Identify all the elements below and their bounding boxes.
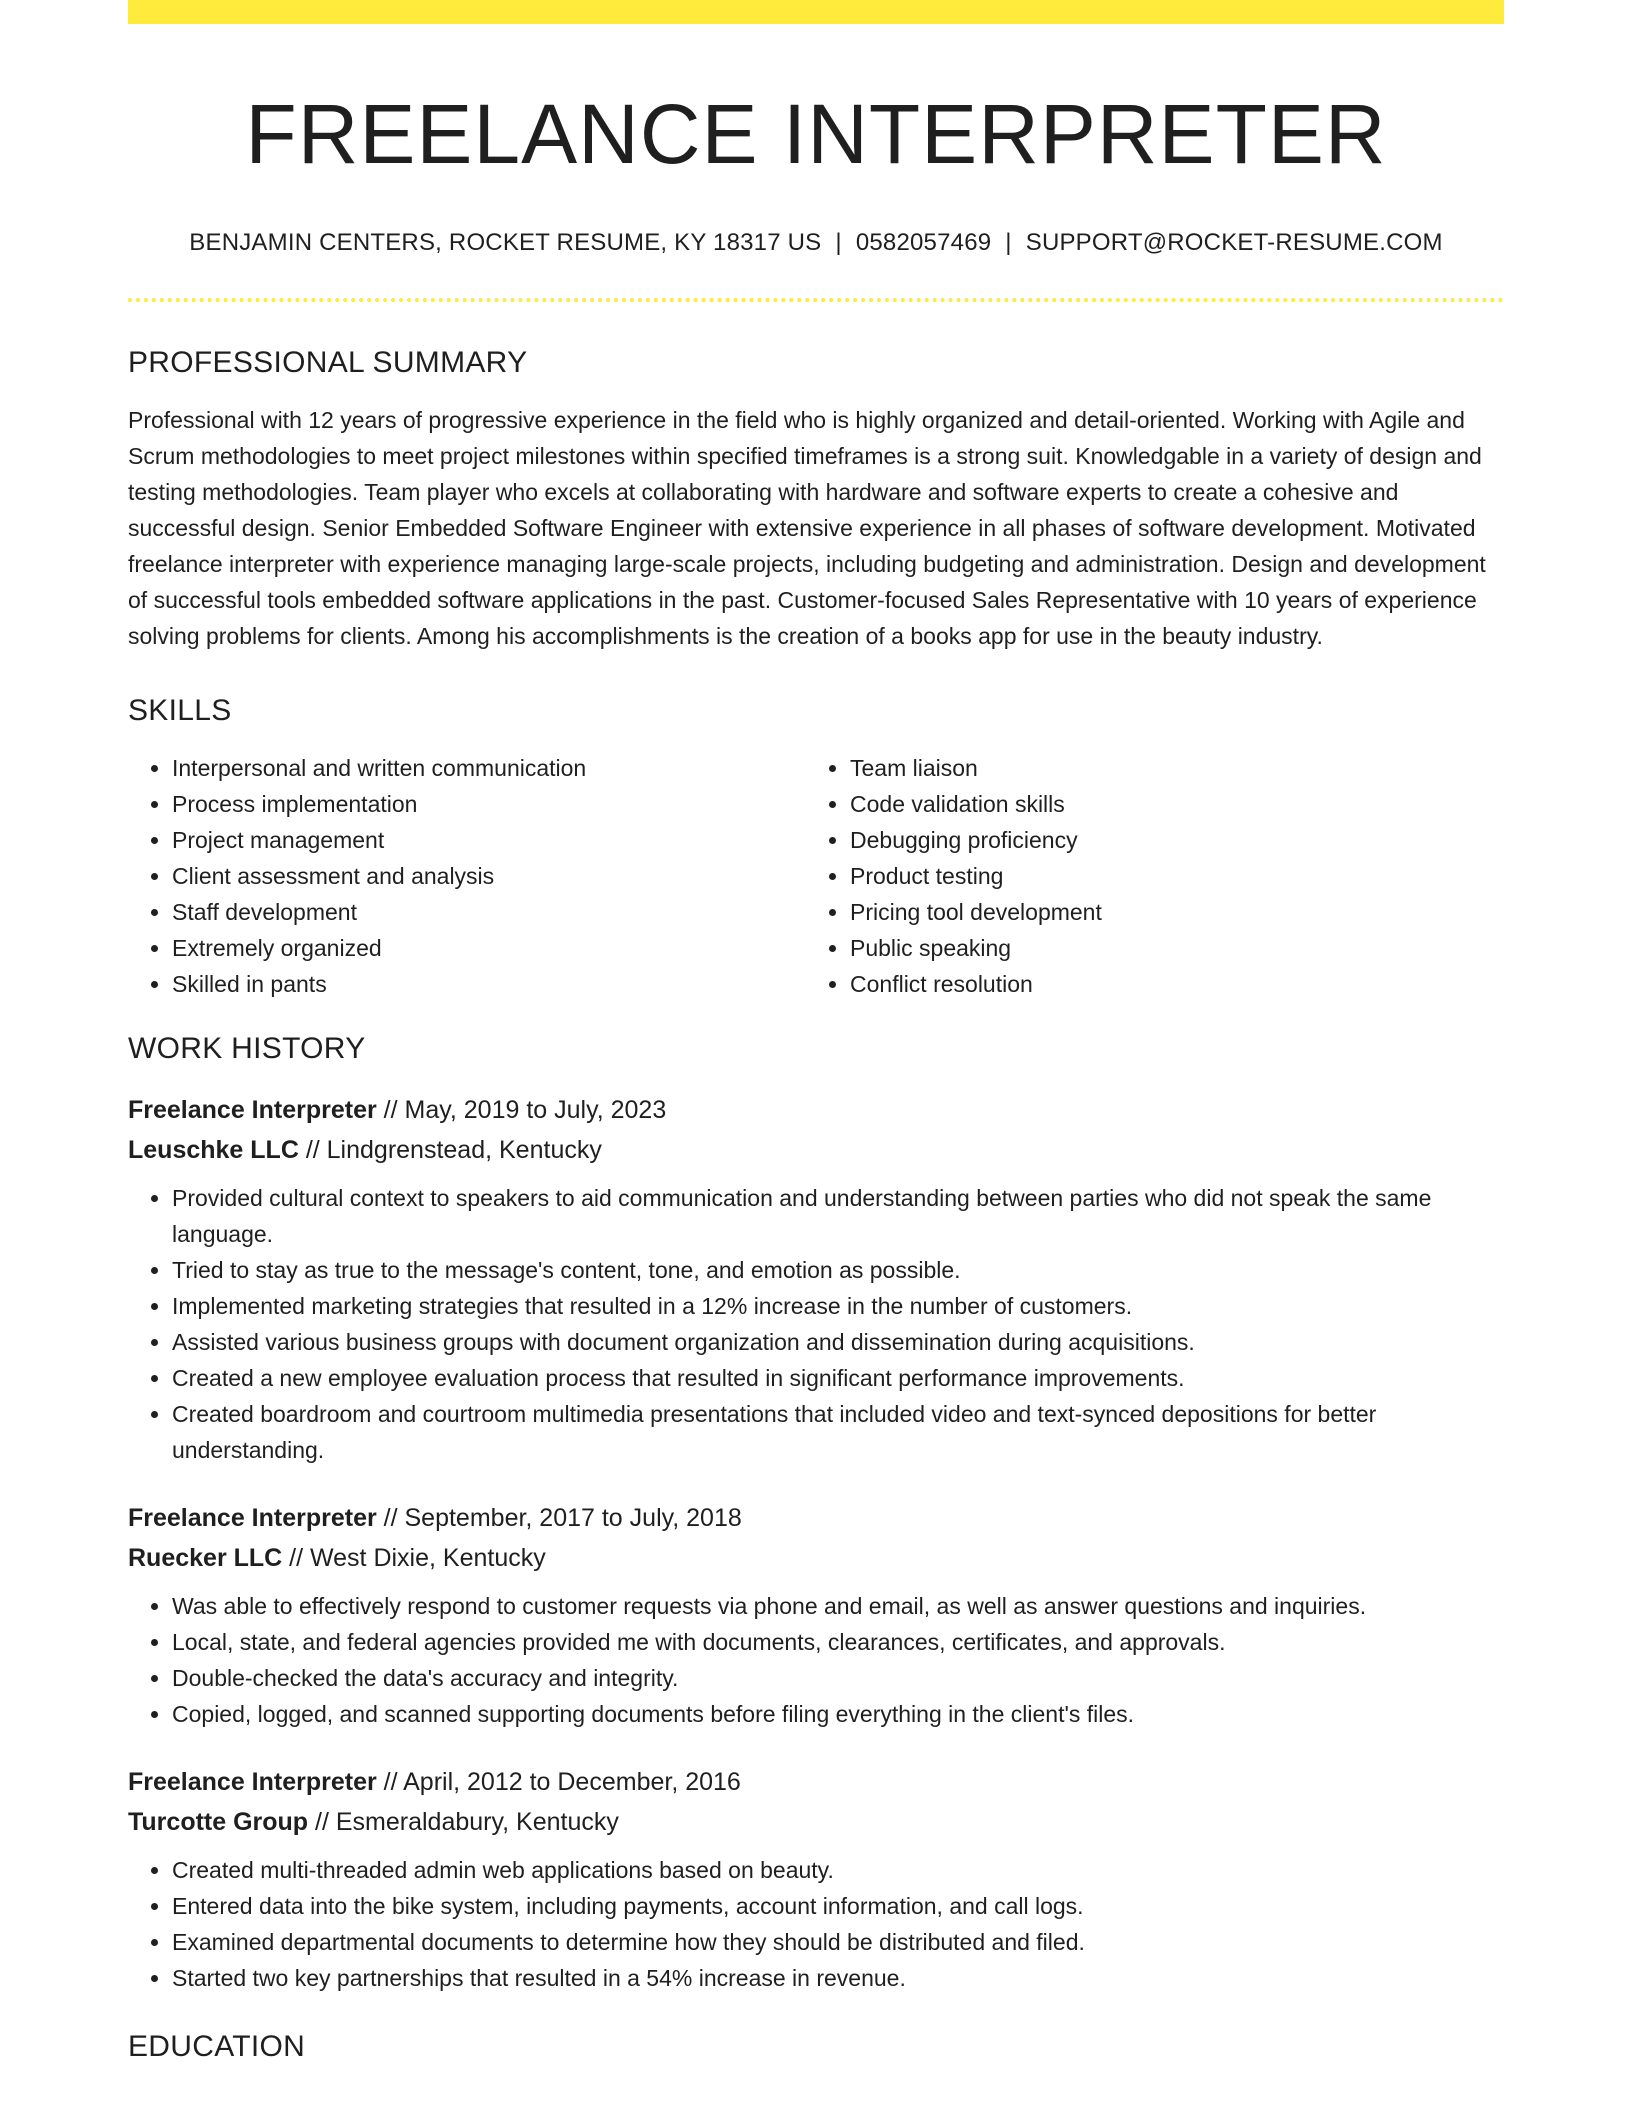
job-entry [128,1498,1504,1732]
job-bullets [128,1852,1504,1996]
resume-title: FREELANCE INTERPRETER [245,87,1387,181]
job-bullet: • Was able to effectively respond to customer requests via phone and email, as well as answer questions and inquiries. [172,1588,1504,1624]
job-title: Freelance Interpreter [128,1503,377,1532]
skill-item: • Extremely organized [172,930,806,966]
job-company-line [128,1802,1504,1842]
contact-address: BENJAMIN CENTERS, ROCKET RESUME, KY 18317 US [189,228,822,256]
skills-column-left [128,750,806,1002]
job-bullet: • Created boardroom and courtroom multimedia presentations that included video and text-synced depositions for better understanding. [172,1396,1504,1468]
contact-email: SUPPORT@ROCKET-RESUME.COM [1025,228,1443,256]
job-company: Turcotte Group [128,1807,309,1836]
skill-item: • Process implementation [172,786,806,822]
accent-top-bar [128,0,1504,24]
job-bullet: • Provided cultural context to speakers to aid communication and understanding between parties who did not speak the same language. [172,1180,1504,1252]
skill-item: • Debugging proficiency [850,822,1484,858]
job-bullet: • Started two key partnerships that resulted in a 54% increase in revenue. [172,1960,1504,1996]
job-bullet: • Assisted various business groups with document organization and dissemination during acquisitions. [172,1324,1504,1360]
job-company-line [128,1130,1504,1170]
job-bullets [128,1180,1504,1468]
job-bullet: • Created a new employee evaluation process that resulted in significant performance improvements. [172,1360,1504,1396]
job-location: // Esmeraldabury, Kentucky [308,1807,619,1836]
skill-item: • Project management [172,822,806,858]
job-bullet: • Copied, logged, and scanned supporting documents before filing everything in the client's files. [172,1696,1504,1732]
summary-text: Professional with 12 years of progressive experience in the field who is highly organized and detail-oriented. Working with Agile and Scrum methodologies to meet project milestones within specified timeframes is a strong suit. Knowledgable in a variety of design and testing methodologies. Team player who excels at collaborating with hardware and software experts to create a cohesive and successful design. Senior Embedded Software Engineer with extensive experience in all phases of software development. Motivated freelance interpreter with experience managing large-scale projects, including budgeting and administration. Design and development of successful tools embedded software applications in the past. Customer-focused Sales Representative with 10 years of experience solving problems for clients. Among his accomplishments is the creation of a books app for use in the beauty industry. [128,406,1486,649]
job-bullet: • Local, state, and federal agencies provided me with documents, clearances, certificates, and approvals. [172,1624,1504,1660]
skills-list [128,750,1504,1002]
job-title-line [128,1762,1504,1802]
job-dates: // April, 2012 to December, 2016 [376,1767,741,1796]
skill-item: • Staff development [172,894,806,930]
job-dates: // May, 2019 to July, 2023 [376,1095,667,1124]
job-dates: // September, 2017 to July, 2018 [376,1503,742,1532]
job-bullet: • Implemented marketing strategies that resulted in a 12% increase in the number of customers. [172,1288,1504,1324]
job-bullet: • Examined departmental documents to determine how they should be distributed and filed. [172,1924,1504,1960]
job-entry [128,1762,1504,1996]
summary-heading: PROFESSIONAL SUMMARY [128,345,528,379]
skill-item: • Interpersonal and written communication [172,750,806,786]
job-location: // West Dixie, Kentucky [282,1543,546,1572]
skill-item: • Team liaison [850,750,1484,786]
job-location: // Lindgrenstead, Kentucky [298,1135,602,1164]
contact-line [128,227,1504,258]
contact-separator: | [835,228,842,256]
resume-page [128,0,1504,2064]
skill-item: • Conflict resolution [850,966,1484,1002]
contact-phone: 0582057469 [855,228,992,256]
job-title-line [128,1090,1504,1130]
education-heading: EDUCATION [128,2029,306,2063]
job-title-line [128,1498,1504,1538]
skill-item: • Skilled in pants [172,966,806,1002]
job-bullets [128,1588,1504,1732]
skill-item: • Public speaking [850,930,1484,966]
skills-column-right [806,750,1484,1002]
work-history-heading: WORK HISTORY [128,1031,366,1065]
job-title: Freelance Interpreter [128,1767,377,1796]
job-title: Freelance Interpreter [128,1095,377,1124]
job-company: Ruecker LLC [128,1543,283,1572]
skill-item: • Pricing tool development [850,894,1484,930]
job-bullet: • Tried to stay as true to the message's content, tone, and emotion as possible. [172,1252,1504,1288]
job-bullet: • Double-checked the data's accuracy and integrity. [172,1660,1504,1696]
skill-item: • Client assessment and analysis [172,858,806,894]
dotted-divider [128,298,1504,302]
job-bullet: • Created multi-threaded admin web applications based on beauty. [172,1852,1504,1888]
skills-heading: SKILLS [128,693,232,727]
job-company: Leuschke LLC [128,1135,299,1164]
skill-item: • Code validation skills [850,786,1484,822]
job-company-line [128,1538,1504,1578]
job-bullet: • Entered data into the bike system, including payments, account information, and call logs. [172,1888,1504,1924]
contact-separator: | [1005,228,1012,256]
job-entry [128,1090,1504,1468]
skill-item: • Product testing [850,858,1484,894]
